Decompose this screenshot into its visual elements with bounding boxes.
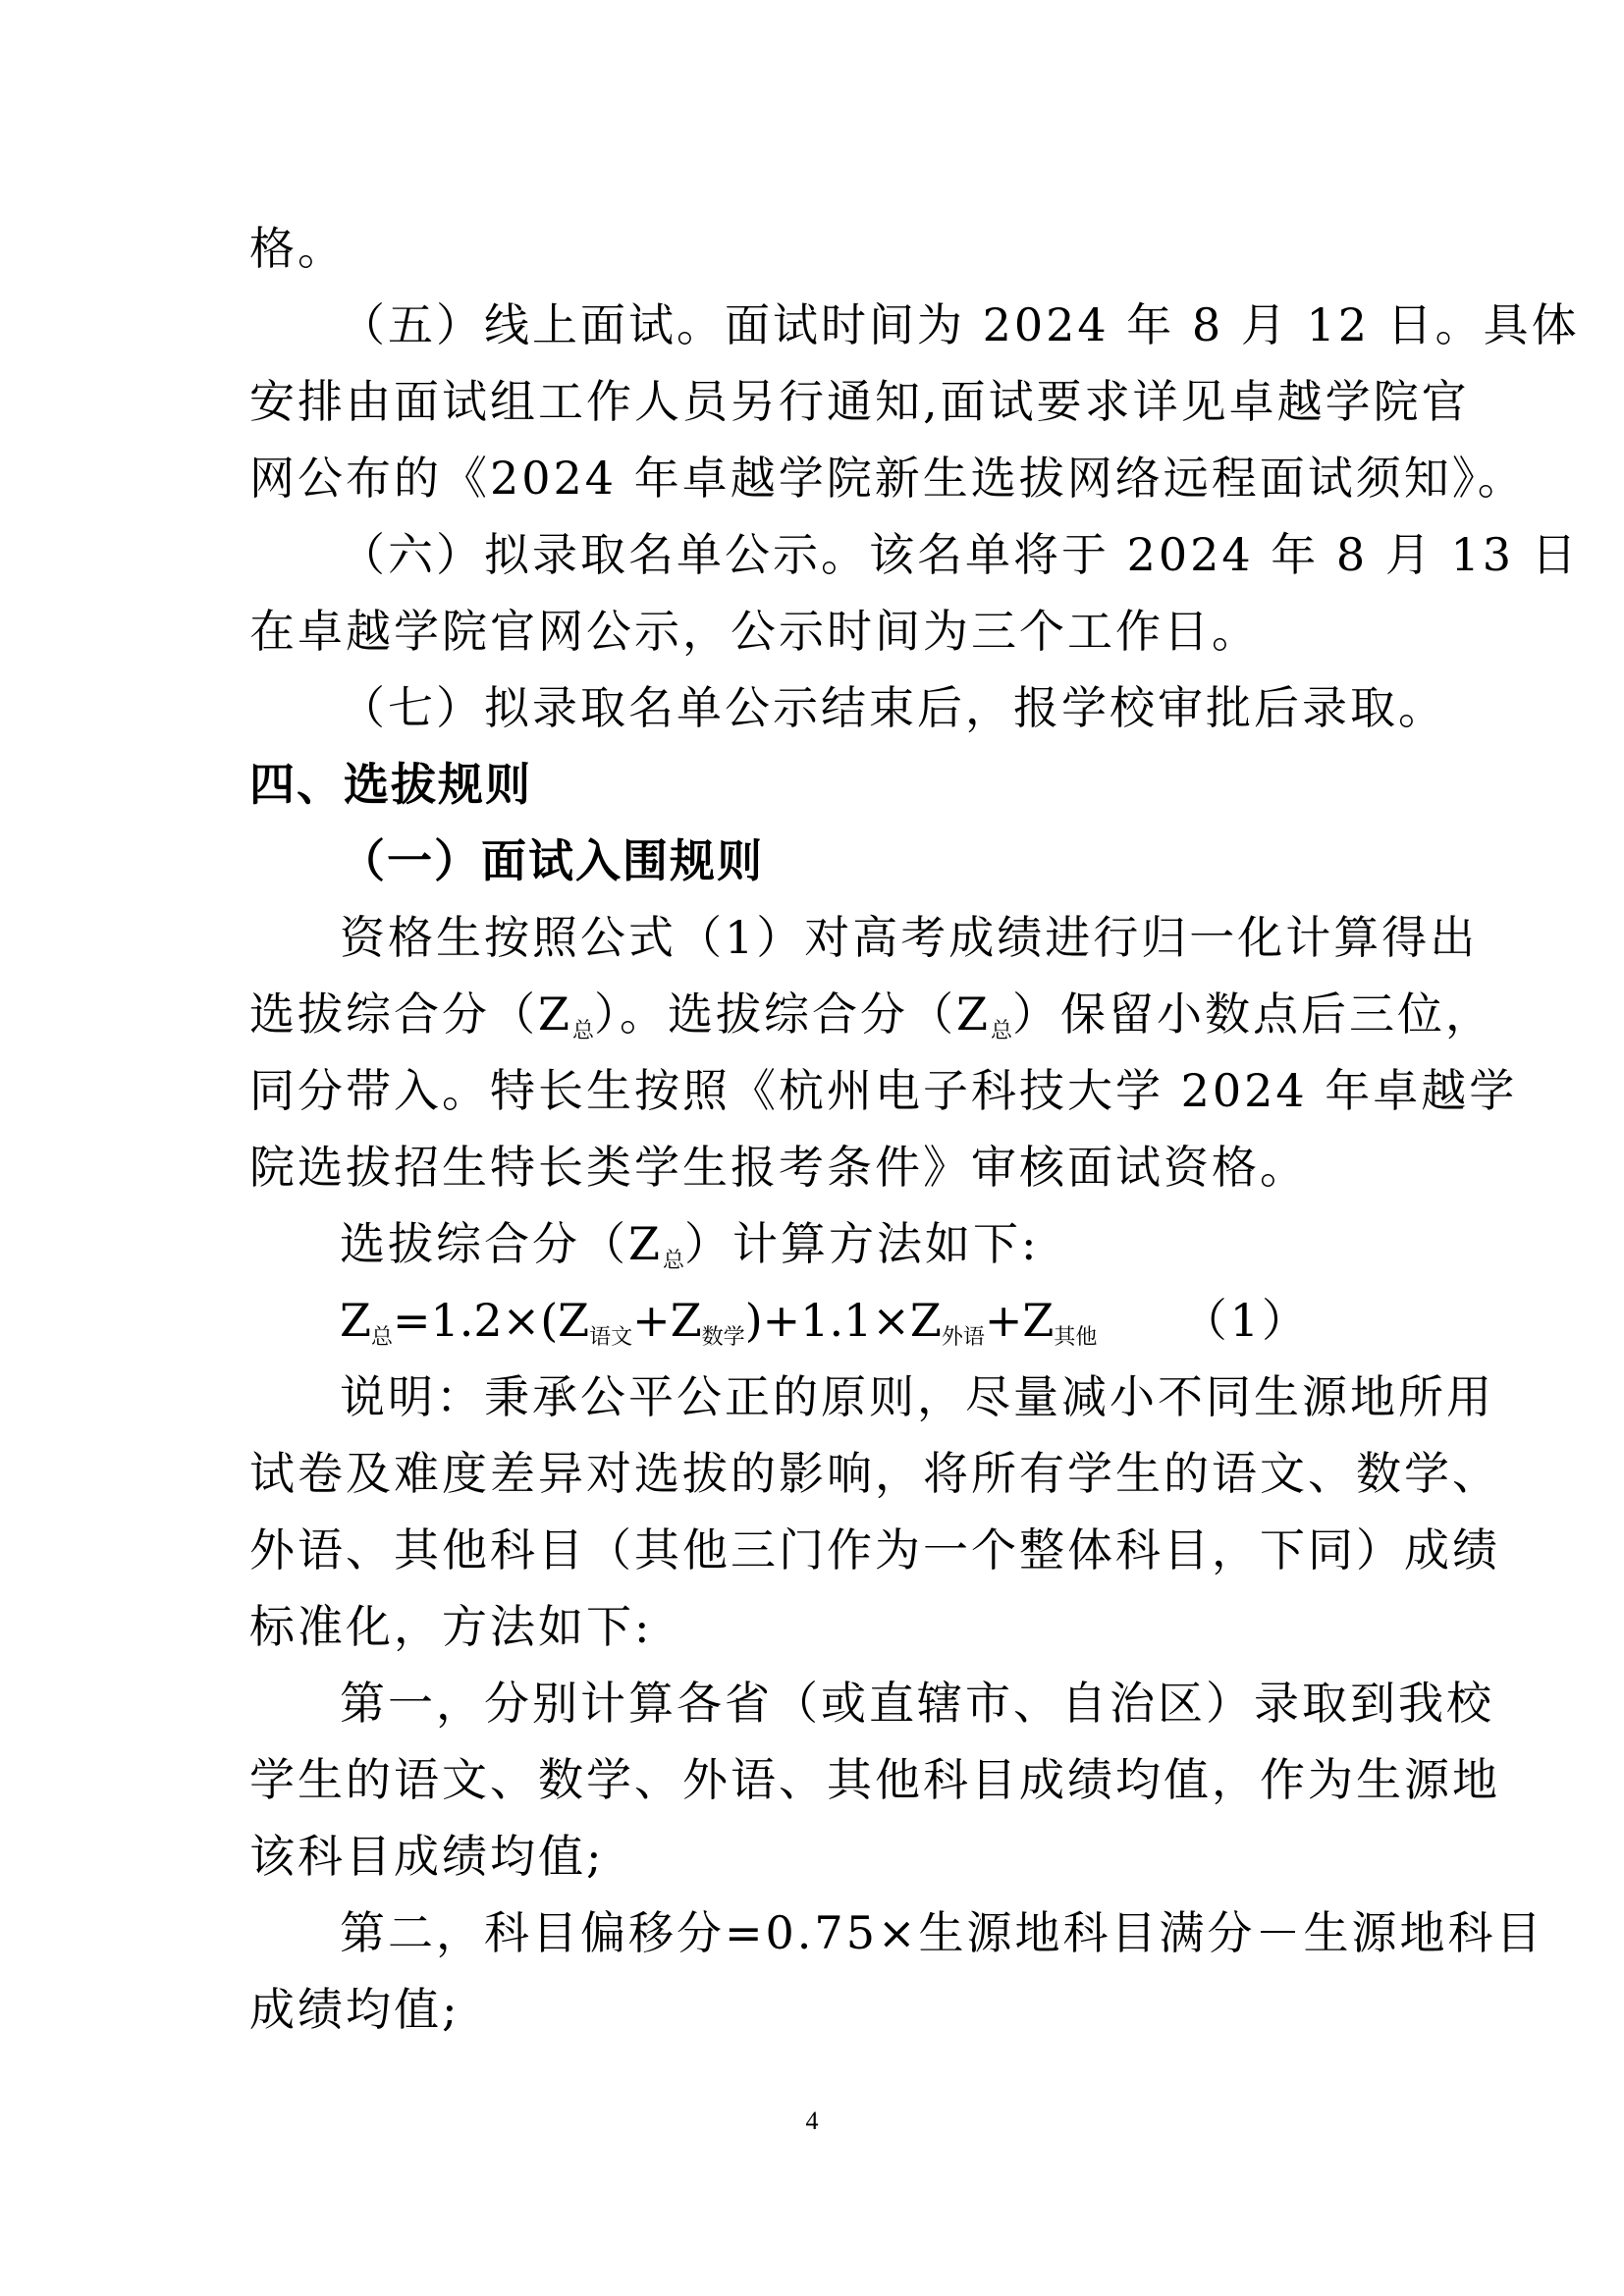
paragraph-line: 第一，分别计算各省（或直辖市、自治区）录取到我校 bbox=[340, 1677, 1494, 1730]
text-run: 选拔综合分（Z bbox=[340, 1217, 663, 1270]
formula-line bbox=[249, 1282, 1382, 1359]
subsection-heading: （一）面试入围规则 bbox=[340, 834, 764, 887]
paragraph-line: 外语、其他科目（其他三门作为一个整体科目，下同）成绩 bbox=[249, 1523, 1500, 1576]
paragraph-line: 标准化，方法如下: bbox=[249, 1600, 653, 1653]
subscript-other: 其他 bbox=[1054, 1325, 1098, 1350]
formula-part: +Z bbox=[632, 1294, 702, 1347]
paragraph-line: 学生的语文、数学、外语、其他科目成绩均值，作为生源地 bbox=[249, 1753, 1500, 1806]
formula-part: Z bbox=[340, 1294, 371, 1347]
subscript-math: 数学 bbox=[701, 1325, 745, 1350]
text-run: ）保留小数点后三位， bbox=[1011, 988, 1493, 1041]
page-body bbox=[249, 210, 1580, 2048]
paragraph-line: 试卷及难度差异对选拔的影响，将所有学生的语文、数学、 bbox=[249, 1447, 1500, 1500]
paragraph-line: 该科目成绩均值; bbox=[249, 1830, 605, 1883]
paragraph-line: 院选拔招生特长类学生报考条件》审核面试资格。 bbox=[249, 1141, 1308, 1194]
paragraph-line: 网公布的《2024 年卓越学院新生选拔网络远程面试须知》。 bbox=[249, 452, 1526, 505]
paragraph-line: 成绩均值; bbox=[249, 1983, 460, 2036]
formula-part: +Z bbox=[984, 1294, 1055, 1347]
paragraph-line: （七）拟录取名单公示结束后，报学校审批后录取。 bbox=[340, 681, 1446, 734]
subscript-total: 总 bbox=[662, 1249, 684, 1273]
subscript-total: 总 bbox=[990, 1019, 1012, 1043]
formula-number: （1） bbox=[1181, 1294, 1310, 1347]
paragraph-line: 在卓越学院官网公示，公示时间为三个工作日。 bbox=[249, 605, 1260, 658]
text-run: ）计算方法如下: bbox=[683, 1217, 1040, 1270]
subscript-chinese: 语文 bbox=[589, 1325, 633, 1350]
paragraph-line: （五）线上面试。面试时间为 2024 年 8 月 12 日。具体 bbox=[340, 298, 1580, 351]
paragraph-line: （六）拟录取名单公示。该名单将于 2024 年 8 月 13 日 bbox=[340, 528, 1580, 581]
paragraph-line bbox=[249, 976, 1493, 1052]
paragraph-line bbox=[249, 1205, 1382, 1282]
paragraph-line: 资格生按照公式（1）对高考成绩进行归一化计算得出 bbox=[340, 911, 1479, 964]
subscript-total: 总 bbox=[571, 1019, 594, 1043]
formula-part: =1.2×(Z bbox=[392, 1294, 590, 1347]
paragraph-line: 同分带入。特长生按照《杭州电子科技大学 2024 年卓越学 bbox=[249, 1064, 1518, 1117]
paragraph-line: 安排由面试组工作人员另行通知,面试要求详见卓越学院官 bbox=[249, 375, 1470, 428]
paragraph-line: 第二，科目偏移分=0.75×生源地科目满分－生源地科目 bbox=[340, 1906, 1544, 1959]
page-number: 4 bbox=[805, 2107, 819, 2135]
section-heading: 四、选拔规则 bbox=[249, 758, 532, 811]
text-run: 选拔综合分（Z bbox=[249, 988, 572, 1041]
formula bbox=[340, 1282, 1097, 1359]
subscript-foreign: 外语 bbox=[941, 1325, 985, 1350]
formula-part: )+1.1×Z bbox=[744, 1294, 942, 1347]
text-run: ）。选拔综合分（Z bbox=[593, 988, 991, 1041]
subscript-total: 总 bbox=[370, 1325, 393, 1350]
paragraph-line: 格。 bbox=[249, 222, 346, 275]
paragraph-line: 说明：秉承公平公正的原则，尽量减小不同生源地所用 bbox=[340, 1370, 1494, 1423]
